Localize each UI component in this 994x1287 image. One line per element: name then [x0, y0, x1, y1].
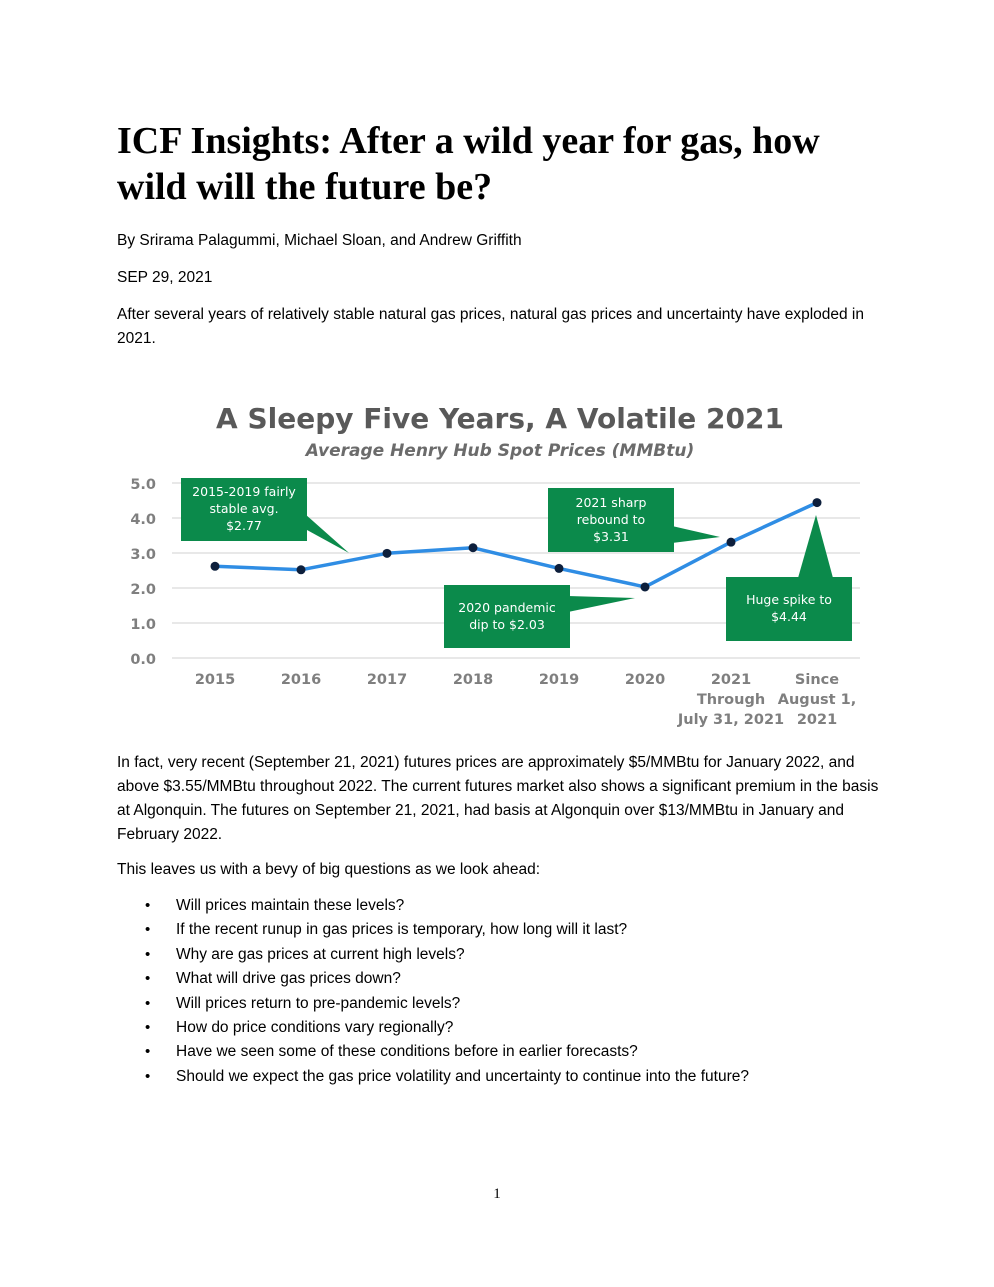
- annotation-text: 2020 pandemic: [458, 600, 556, 615]
- annotation-text: stable avg.: [209, 501, 279, 516]
- chart-x-axis: [195, 672, 856, 728]
- annotation-text: 2015-2019 fairly: [192, 484, 296, 499]
- futures-paragraph: In fact, very recent (September 21, 2021) futures prices are approximately $5/MMBtu for January 2022, and above $3.55/MMBtu throughout 2022. The current futures market also shows a significant premium in the basis at Algonquin. The futures on September 21, 2021, had basis at Algonquin over $13/MMBtu in January and February 2022.: [117, 754, 879, 843]
- annotation-text: $4.44: [771, 609, 807, 624]
- x-tick-label: 2021: [796, 712, 838, 728]
- y-tick-label: 3.0: [130, 547, 156, 563]
- question-text: Will prices return to pre-pandemic levels?: [176, 994, 461, 1012]
- questions-intro: This leaves us with a bevy of big questions as we look ahead:: [117, 861, 541, 878]
- chart-title: A Sleepy Five Years, A Volatile 2021: [216, 402, 784, 435]
- list-item: [117, 1065, 887, 1089]
- data-point: [641, 582, 650, 591]
- henry-hub-price-chart: [100, 390, 880, 735]
- x-tick-label: 2015: [194, 672, 236, 688]
- annotation-callout: [181, 478, 349, 553]
- x-tick-label: 2018: [452, 672, 494, 688]
- chart-subtitle: Average Henry Hub Spot Prices (MMBtu): [305, 441, 695, 461]
- bullet-icon: •: [145, 970, 151, 988]
- bullet-icon: •: [145, 1043, 151, 1061]
- data-point: [297, 565, 306, 574]
- x-tick-label: 2019: [538, 672, 580, 688]
- question-text: How do price conditions vary regionally?: [176, 1019, 454, 1037]
- bullet-icon: •: [145, 1067, 151, 1085]
- bullet-icon: •: [145, 897, 151, 914]
- y-tick-label: 1.0: [130, 617, 156, 633]
- data-point: [211, 562, 220, 571]
- annotation-text: rebound to: [576, 512, 646, 527]
- list-item: [117, 894, 887, 918]
- bullet-icon: •: [145, 994, 151, 1012]
- data-point: [383, 549, 392, 558]
- chart-y-axis: [130, 477, 156, 668]
- callout-pointer: [568, 596, 635, 612]
- bullet-icon: •: [145, 921, 151, 939]
- question-text: Why are gas prices at current high levels?: [176, 945, 465, 963]
- callout-pointer: [672, 526, 720, 543]
- intro-paragraph: After several years of relatively stable natural gas prices, natural gas prices and uncertainty have exploded in 2021.: [117, 306, 864, 347]
- annotation-text: $3.31: [593, 529, 629, 544]
- question-text: If the recent runup in gas prices is temporary, how long will it last?: [176, 921, 628, 939]
- data-point: [469, 543, 478, 552]
- x-tick-label: Since: [794, 672, 840, 688]
- y-tick-label: 0.0: [130, 652, 156, 668]
- bullet-icon: •: [145, 945, 151, 963]
- publish-date: SEP 29, 2021: [117, 269, 213, 286]
- x-tick-label: 2021: [710, 672, 752, 688]
- list-item: [117, 943, 887, 967]
- bullet-icon: •: [145, 1019, 151, 1037]
- page-number: 1: [493, 1186, 501, 1202]
- list-item: [117, 992, 887, 1016]
- list-item: [117, 967, 887, 991]
- question-text: What will drive gas prices down?: [176, 970, 401, 988]
- data-point: [727, 538, 736, 547]
- x-tick-label: 2020: [624, 672, 666, 688]
- annotation-text: dip to $2.03: [469, 617, 545, 632]
- callout-pointer: [798, 515, 833, 578]
- article-title: ICF Insights: After a wild year for gas, how wild will the future be?: [117, 120, 820, 208]
- question-text: Have we seen some of these conditions before in earlier forecasts?: [176, 1043, 638, 1061]
- y-tick-label: 4.0: [130, 512, 156, 528]
- annotation-callout: [548, 488, 720, 552]
- annotation-callout: [444, 585, 635, 648]
- questions-list: [117, 894, 887, 1089]
- annotation-text: 2021 sharp: [575, 495, 647, 510]
- question-text: Should we expect the gas price volatility and uncertainty to continue into the future?: [176, 1067, 749, 1085]
- x-tick-label: July 31, 2021: [677, 712, 785, 728]
- question-text: Will prices maintain these levels?: [176, 897, 405, 914]
- list-item: [117, 1040, 887, 1064]
- byline: By Srirama Palagummi, Michael Sloan, and Andrew Griffith: [117, 232, 522, 249]
- y-tick-label: 2.0: [130, 582, 156, 598]
- callout-pointer: [305, 514, 349, 553]
- x-tick-label: 2016: [280, 672, 322, 688]
- annotation-text: Huge spike to: [746, 592, 832, 607]
- data-point: [555, 564, 564, 573]
- data-point: [813, 498, 822, 507]
- x-tick-label: Through: [696, 692, 766, 708]
- x-tick-label: 2017: [366, 672, 408, 688]
- annotation-text: $2.77: [226, 518, 262, 533]
- list-item: [117, 918, 887, 942]
- y-tick-label: 5.0: [130, 477, 156, 493]
- x-tick-label: August 1,: [777, 692, 857, 708]
- list-item: [117, 1016, 887, 1040]
